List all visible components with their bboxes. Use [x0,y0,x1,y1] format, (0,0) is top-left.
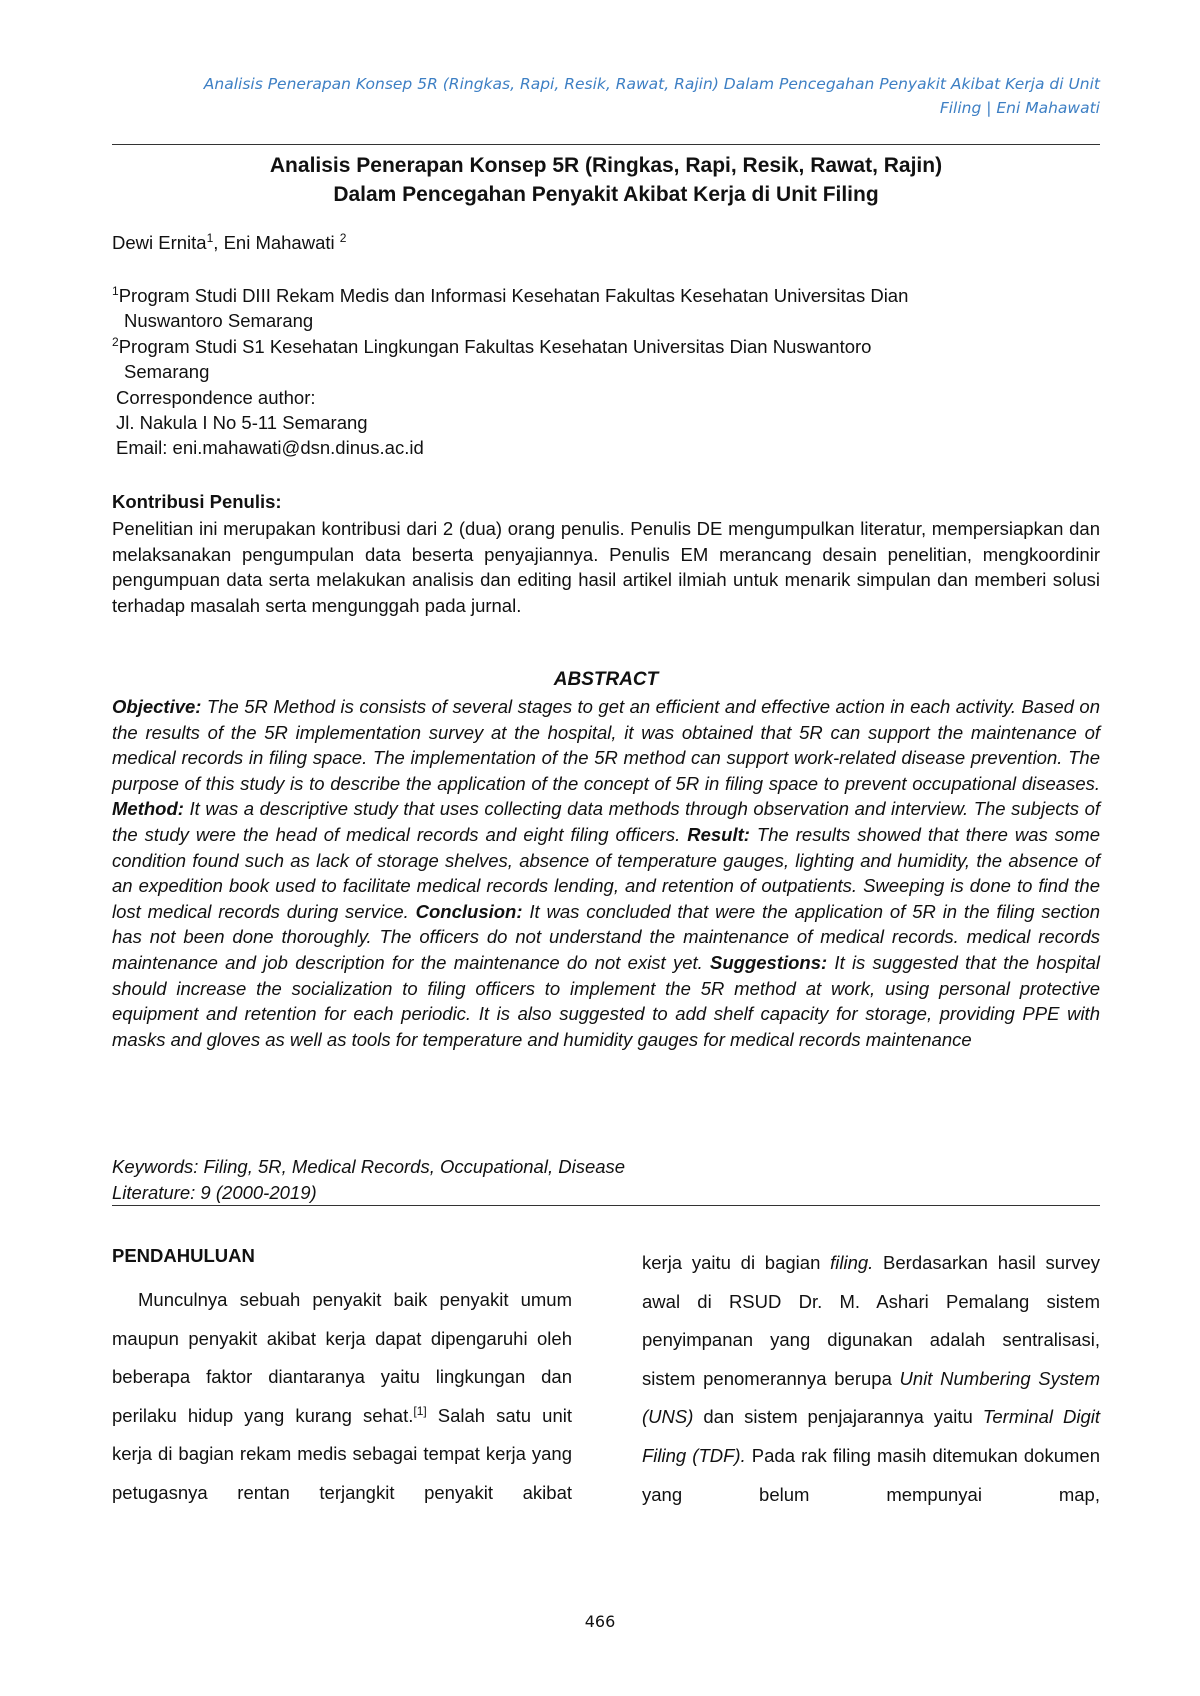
affiliation-2-line-1: Program Studi S1 Kesehatan Lingkungan Fakultas Kesehatan Universitas Dian Nuswantoro [118,336,872,357]
article-title-line-1: Analisis Penerapan Konsep 5R (Ringkas, Rapi, Resik, Rawat, Rajin) [269,154,943,177]
correspondence-address: Jl. Nakula I No 5-11 Semarang [116,412,368,433]
body-right-text-4: Pada rak filing masih ditemukan dokumen yang belum mempunyai map, [642,1444,1100,1505]
abstract-suggestions-text: It is suggested that the hospital should increase the socialization to filing officers to implement the 5R method at work, using personal protective equipment and retention for each periodic. It is also suggested to add shelf capacity for storage, providing PPE with masks and gloves as well as tools for temperature and humidity gauges for medical records maintenance [112,951,1100,1050]
abstract-body [112,694,1100,1052]
body-right-text-2: Berdasarkan hasil survey awal di RSUD Dr. M. Ashari Pemalang sistem penyimpanan yang digunakan adalah sentralisasi, sistem penomerannya berupa [642,1252,1100,1389]
body-column-left [112,1244,572,1513]
abstract-objective-label: Objective: [112,696,202,717]
keywords-line: Keywords: Filing, 5R, Medical Records, Occupational, Disease [112,1156,626,1177]
abstract-method-text: It was a descriptive study that uses collecting data methods through observation and interview. The subjects of the study were the head of medical records and eight filing officers. [112,798,1100,845]
body-left-text-1: Munculnya sebuah penyakit baik penyakit umum maupun penyakit akibat kerja dapat dipengaruhi oleh beberapa faktor diantaranya yaitu lingkungan dan perilaku hidup yang kurang sehat. [112,1289,572,1426]
body-left-text-2: Salah satu unit kerja di bagian rekam medis sebagai tempat kerja yang petugasnya rentan terjangkit penyakit akibat [112,1404,572,1503]
affiliation-2 [112,334,1100,384]
literature-line: Literature: 9 (2000-2019) [112,1182,317,1203]
abstract-suggestions-label: Suggestions: [710,951,828,973]
keywords-divider [112,1205,1100,1206]
affiliation-2-mark: 2 [112,334,119,349]
affiliation-1-mark: 1 [112,283,119,298]
section-heading-pendahuluan: PENDAHULUAN [112,1245,255,1266]
abstract-result-label: Result: [687,823,750,845]
body-column-right [642,1244,1100,1514]
article-title-line-2: Dalam Pencegahan Penyakit Akibat Kerja di Unit Filing [333,183,879,206]
correspondence-email: Email: eni.mahawati@dsn.dinus.ac.id [116,437,424,458]
abstract-objective-text: The 5R Method is consists of several stages to get an efficient and effective action in each activity. Based on the results of the 5R implementation survey at the hospital, it was obtained that 5R can support the maintenance of medical records in filing space. The implementation of the 5R method can support work-related disease prevention. The purpose of this study is to describe the application of the concept of 5R in filing space to prevent occupational diseases. [112,696,1100,794]
affiliation-1-line-1: Program Studi DIII Rekam Medis dan Informasi Kesehatan Fakultas Kesehatan Universitas Dian [118,285,909,306]
body-right-italic-2: Unit Numbering System (UNS) [642,1367,1100,1428]
author-1-name: Dewi Ernita [112,232,207,253]
author-1-affiliation-mark: 1 [206,230,214,245]
contribution-text: Penelitian ini merupakan kontribusi dari 2 (dua) orang penulis. Penulis DE mengumpulkan literatur, mempersiapkan dan melaksanakan pengumpulan data beserta penyajiannya. Penulis EM merancang desain penelitian, mengkoordinir pengumpuan data serta melakukan analisis dan editing hasil artikel ilmiah untuk menarik simpulan dan memberi solusi terhadap masalah serta mengunggah pada jurnal. [112,518,1100,616]
abstract-method-label: Method: [112,798,184,820]
body-paragraph-right [642,1244,1100,1514]
article-title [112,151,1100,209]
author-separator: , [213,232,224,253]
author-list [112,232,346,254]
correspondence-block [116,385,424,460]
running-header-line-1: Analisis Penerapan Konsep 5R (Ringkas, Rapi, Resik, Rawat, Rajin) Dalam Pencegahan Penyakit Akibat Kerja di Unit [203,75,1100,93]
affiliation-1-line-2: Nuswantoro Semarang [124,310,314,331]
affiliation-2-line-2: Semarang [124,361,210,382]
keywords-block [112,1154,625,1206]
citation-reference: [1] [413,1403,427,1418]
page-number: 466 [584,1612,616,1631]
body-right-text-1: kerja yaitu di bagian [642,1252,831,1273]
correspondence-label: Correspondence author: [116,387,316,408]
body-right-text-3: dan sistem penjajarannya yaitu [693,1406,983,1428]
body-right-italic-3: Terminal Digit Filing (TDF). [642,1406,1100,1466]
abstract-result-text: The results showed that there was some condition found such as lack of storage shelves, absence of temperature gauges, lighting and humidity, the absence of an expedition book used to facilitate medical records lending, and retention of outpatients. Sweeping is done to find the lost medical records during service. [112,823,1101,922]
running-header-line-2: Filing | Eni Mahawati [939,99,1100,117]
body-paragraph-left [112,1281,572,1513]
header-divider [112,144,1100,145]
abstract-conclusion-text: It was concluded that were the application of 5R in the filing section has not been done thoroughly. The officers do not understand the maintenance of medical records. medical records maintenance and job description for the maintenance do not exist yet. [112,900,1101,973]
contribution-heading: Kontribusi Penulis: [112,491,282,512]
running-header [100,72,1100,120]
author-2-affiliation-mark: 2 [339,230,347,245]
author-2-name: Eni Mahawati [223,232,340,253]
body-right-italic-1: filing. [830,1252,874,1273]
affiliation-1 [112,283,1100,333]
abstract-conclusion-label: Conclusion: [415,900,523,922]
abstract-heading: ABSTRACT [553,669,659,690]
